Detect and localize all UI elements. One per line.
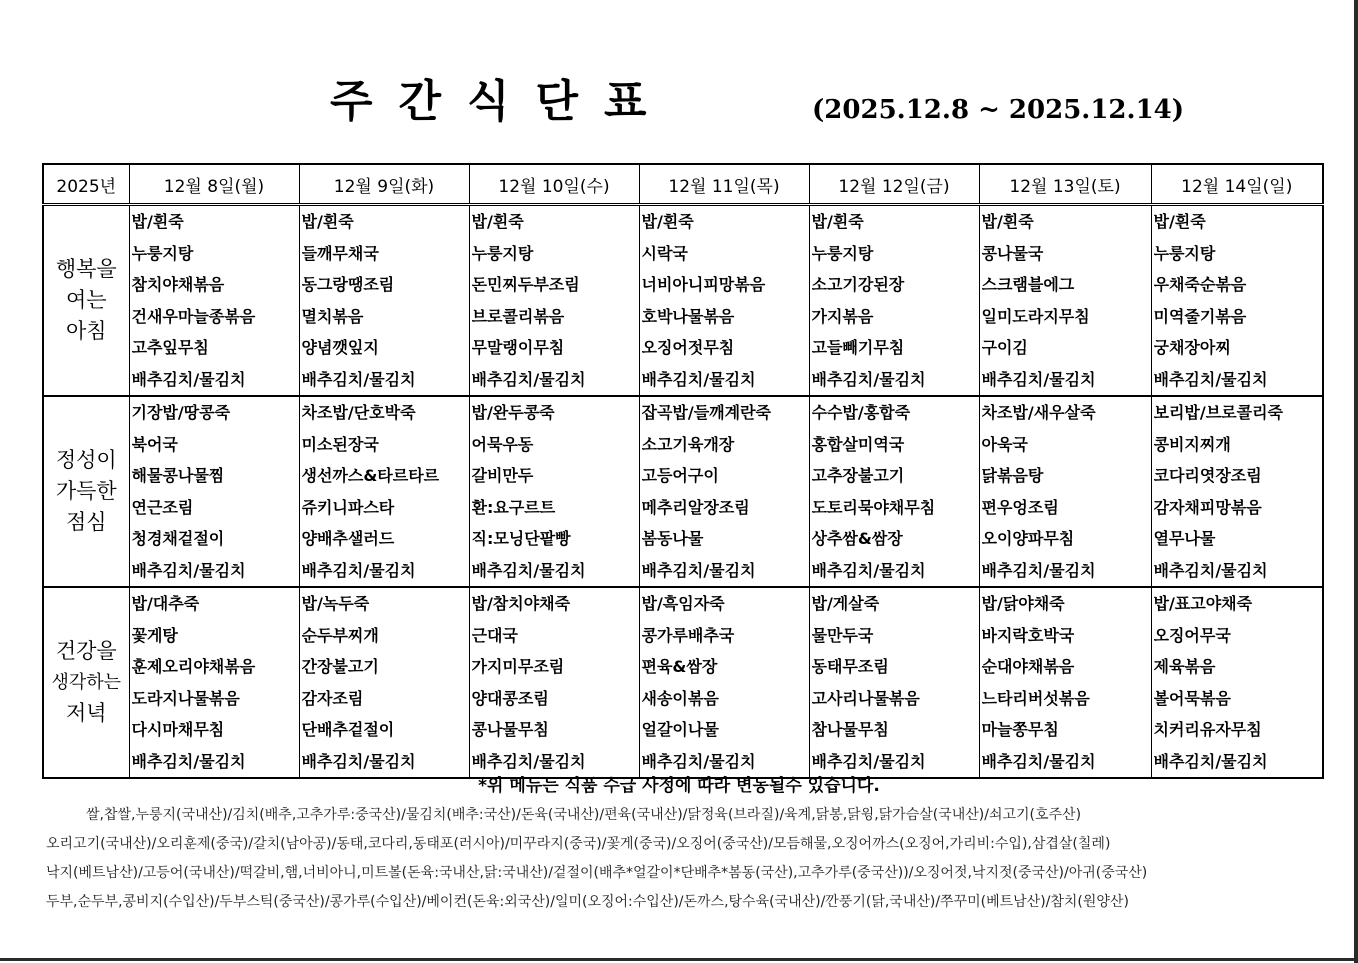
dish-item: 배추김치/물김치 — [811, 751, 926, 771]
dish-item: 청경채겉절이 — [131, 529, 225, 548]
day-header: 12월 9일(화) — [299, 164, 469, 205]
dish-item: 가지볶음 — [811, 306, 874, 326]
dish-item: 갈비만두 — [471, 466, 534, 485]
menu-cell — [129, 587, 299, 778]
menu-cell — [1151, 396, 1323, 587]
dish-item: 메추리알장조림 — [641, 497, 750, 517]
day-header: 12월 8일(월) — [129, 164, 299, 205]
dish-item: 배추김치/물김치 — [131, 560, 246, 580]
dish-item: 밥/흑임자죽 — [641, 594, 725, 613]
dish-item: 호박나물볶음 — [641, 306, 735, 326]
dish-item: 밥/흰죽 — [301, 212, 354, 231]
dish-item: 배추김치/물김치 — [641, 751, 756, 771]
dish-item: 편우엉조림 — [981, 497, 1059, 517]
menu-cell — [979, 587, 1151, 778]
dish-item: 바지락호박국 — [981, 625, 1075, 645]
dish-item: 근대국 — [471, 625, 518, 645]
day-header: 12월 11일(목) — [639, 164, 809, 205]
meal-label — [43, 396, 129, 587]
dish-item: 밥/흰죽 — [131, 212, 184, 231]
dish-item: 시락국 — [641, 243, 688, 263]
dish-item: 밥/대추죽 — [131, 594, 200, 613]
dish-item: 동태무조림 — [811, 657, 889, 676]
menu-cell — [979, 396, 1151, 587]
day-header: 12월 12일(금) — [809, 164, 979, 205]
dish-item: 무말랭이무침 — [471, 338, 565, 357]
dish-item: 느타리버섯볶음 — [981, 688, 1090, 708]
dish-item: 치커리유자무침 — [1153, 720, 1262, 739]
dish-item: 꽃게탕 — [131, 625, 178, 645]
dish-item: 밥/흰죽 — [811, 212, 864, 231]
dish-item: 누룽지탕 — [1153, 243, 1216, 263]
dish-item: 배추김치/물김치 — [1153, 751, 1268, 771]
dish-item: 직:모닝단팥빵 — [471, 529, 571, 548]
menu-cell — [979, 205, 1151, 397]
menu-cell — [299, 396, 469, 587]
dish-item: 배추김치/물김치 — [471, 369, 586, 389]
header-row — [43, 164, 1323, 205]
dish-item: 배추김치/물김치 — [641, 369, 756, 389]
dish-item: 배추김치/물김치 — [471, 751, 586, 771]
dish-item: 고추잎무침 — [131, 338, 209, 357]
dish-item: 일미도라지무침 — [981, 306, 1090, 326]
meal-label-line: 저녁 — [65, 701, 107, 725]
dish-item: 밥/완두콩죽 — [471, 403, 555, 422]
menu-cell — [809, 205, 979, 397]
dish-item: 배추김치/물김치 — [811, 369, 926, 389]
dish-item: 봄동나물 — [641, 529, 704, 548]
menu-cell — [129, 396, 299, 587]
dish-item: 콩가루배추국 — [641, 625, 735, 645]
dish-item: 소고기육개장 — [641, 434, 735, 454]
dish-item: 배추김치/물김치 — [811, 560, 926, 580]
dish-item: 밥/참치야채죽 — [471, 594, 571, 613]
dish-item: 밥/닭야채죽 — [981, 594, 1065, 613]
menu-cell — [469, 396, 639, 587]
meal-label-line: 생각하는 — [51, 672, 122, 693]
dish-item: 오이양파무침 — [981, 529, 1075, 548]
meal-label-line: 아침 — [65, 319, 107, 343]
meal-label-line: 행복을 — [55, 257, 117, 281]
day-header: 12월 10일(수) — [469, 164, 639, 205]
dish-item: 브로콜리볶음 — [471, 306, 565, 326]
dish-item: 돈민찌두부조림 — [471, 275, 580, 294]
meal-label-line: 가득한 — [55, 479, 117, 503]
dish-item: 볼어묵볶음 — [1153, 688, 1231, 708]
meal-row — [43, 205, 1323, 397]
dish-item: 아욱국 — [981, 434, 1028, 454]
dish-item: 보리밥/브로콜리죽 — [1153, 403, 1283, 422]
dish-item: 배추김치/물김치 — [981, 560, 1096, 580]
dish-item: 양념깻잎지 — [301, 338, 379, 357]
meal-label-line: 점심 — [65, 510, 107, 534]
dish-item: 배추김치/물김치 — [131, 369, 246, 389]
dish-item: 배추김치/물김치 — [981, 751, 1096, 771]
origin-line: 오리고기(국내산)/오리훈제(중국)/갈치(남아공)/동태,코다리,동태포(러시아)/미꾸라지(중국)/꽃게(중국)/오징어(중국산)/모듬해물,오징어까스(오징어,가리비:수입),삼겹살(칠레) — [46, 836, 1111, 852]
menu-cell — [1151, 205, 1323, 397]
dish-item: 닭볶음탕 — [981, 466, 1044, 485]
year-header: 2025년 — [43, 164, 129, 205]
dish-item: 기장밥/땅콩죽 — [131, 403, 231, 422]
dish-item: 참치야채볶음 — [131, 275, 225, 294]
dish-item: 해물콩나물찜 — [131, 466, 225, 485]
origin-line: 두부,순두부,콩비지(수입산)/두부스틱(중국산)/콩가루(수입산)/베이컨(돈육:외국산)/일미(오징어:수입산)/돈까스,탕수육(국내산)/깐풍기(닭,국내산)/쭈꾸미(베트남산)/참치(원양산) — [46, 894, 1129, 910]
dish-item: 차조밥/단호박죽 — [301, 403, 416, 422]
dish-item: 누룽지탕 — [471, 243, 534, 263]
dish-item: 스크램블에그 — [981, 275, 1075, 294]
dish-item: 다시마채무침 — [131, 720, 225, 739]
dish-item: 편육&쌈장 — [641, 657, 718, 676]
dish-item: 배추김치/물김치 — [641, 560, 756, 580]
menu-cell — [469, 205, 639, 397]
dish-item: 감자채피망볶음 — [1153, 497, 1262, 517]
menu-cell — [639, 205, 809, 397]
meal-row — [43, 396, 1323, 587]
page-bottom-border — [0, 958, 1358, 961]
menu-cell — [1151, 587, 1323, 778]
dish-item: 배추김치/물김치 — [981, 369, 1096, 389]
dish-item: 도라지나물볶음 — [131, 688, 240, 708]
dish-item: 순대야채볶음 — [981, 657, 1075, 676]
page-title: 주간식단표 — [330, 76, 673, 127]
dish-item: 마늘쫑무침 — [981, 720, 1059, 739]
dish-item: 배추김치/물김치 — [131, 751, 246, 771]
dish-item: 상추쌈&쌈장 — [811, 529, 903, 548]
menu-cell — [299, 205, 469, 397]
dish-item: 미소된장국 — [301, 434, 379, 454]
dish-item: 밥/흰죽 — [641, 212, 694, 231]
dish-item: 들깨무채국 — [301, 243, 379, 263]
dish-item: 배추김치/물김치 — [1153, 560, 1268, 580]
dish-item: 건새우마늘종볶음 — [131, 306, 256, 326]
dish-item: 배추김치/물김치 — [301, 751, 416, 771]
dish-item: 생선까스&타르타르 — [301, 466, 440, 485]
origin-info — [46, 802, 1316, 924]
dish-item: 구이김 — [981, 338, 1028, 357]
dish-item: 물만두국 — [811, 625, 874, 645]
dish-item: 얼갈이나물 — [641, 720, 719, 739]
day-header: 12월 13일(토) — [979, 164, 1151, 205]
dish-item: 소고기강된장 — [811, 275, 905, 294]
dish-item: 간장불고기 — [301, 657, 379, 676]
dish-item: 오징어젓무침 — [641, 338, 735, 357]
dish-item: 밥/흰죽 — [981, 212, 1034, 231]
dish-item: 밥/녹두죽 — [301, 594, 370, 613]
meal-label-line: 정성이 — [55, 448, 117, 472]
dish-item: 배추김치/물김치 — [301, 560, 416, 580]
dish-item: 미역줄기볶음 — [1153, 306, 1247, 326]
dish-item: 배추김치/물김치 — [301, 369, 416, 389]
dish-item: 멸치볶음 — [301, 306, 364, 326]
dish-item: 열무나물 — [1153, 529, 1216, 548]
dish-item: 고등어구이 — [641, 466, 719, 485]
dish-item: 북어국 — [131, 434, 178, 454]
dish-item: 누룽지탕 — [131, 243, 194, 263]
page-right-border — [1354, 0, 1358, 963]
menu-cell — [809, 587, 979, 778]
dish-item: 밥/표고야채죽 — [1153, 594, 1253, 613]
menu-change-notice: *위 메뉴는 식품 수급 사정에 따라 변동될수 있습니다. — [478, 776, 880, 796]
dish-item: 참나물무침 — [811, 720, 889, 739]
origin-line: 쌀,찹쌀,누룽지(국내산)/김치(배추,고추가루:중국산)/물김치(배추:국산)/돈육(국내산)/편육(국내산)/닭정육(브라질)/육계,닭봉,닭윙,닭가슴살(국내산)/쇠고기(호주산) — [86, 807, 1082, 823]
dish-item: 양대콩조림 — [471, 688, 549, 708]
dish-item: 새송이볶음 — [641, 688, 719, 708]
dish-item: 제육볶음 — [1153, 657, 1216, 676]
dish-item: 감자조림 — [301, 688, 364, 708]
dish-item: 콩비지찌개 — [1153, 434, 1231, 454]
dish-item: 단배추겉절이 — [301, 720, 395, 739]
menu-cell — [639, 587, 809, 778]
dish-item: 고추장불고기 — [811, 466, 905, 485]
dish-item: 궁채장아찌 — [1153, 338, 1231, 357]
dish-item: 수수밥/홍합죽 — [811, 403, 911, 422]
dish-item: 동그랑땡조림 — [301, 275, 395, 294]
meal-label — [43, 587, 129, 778]
dish-item: 훈제오리야채볶음 — [131, 657, 256, 676]
meal-row — [43, 587, 1323, 778]
dish-item: 도토리묵야채무침 — [811, 497, 936, 517]
menu-cell — [639, 396, 809, 587]
dish-item: 밥/흰죽 — [1153, 212, 1206, 231]
menu-cell — [469, 587, 639, 778]
dish-item: 연근조림 — [131, 497, 194, 517]
dish-item: 양배추샐러드 — [301, 529, 395, 548]
meal-label — [43, 205, 129, 397]
dish-item: 잡곡밥/들깨계란죽 — [641, 403, 771, 422]
origin-line: 낙지(베트남산)/고등어(국내산)/떡갈비,햄,너비아니,미트볼(돈육:국내산,닭:국내산)/겉절이(배추*얼갈이*단배추*봄동(국산),고추가루(중국산))/오징어젓,낙지젓(중국산)/아귀(중국산) — [46, 865, 1148, 881]
dish-item: 차조밥/새우살죽 — [981, 403, 1096, 422]
menu-cell — [809, 396, 979, 587]
menu-cell — [299, 587, 469, 778]
dish-item: 가지미무조림 — [471, 657, 565, 676]
meal-label-line: 건강을 — [55, 639, 117, 663]
dish-item: 환:요구르트 — [471, 497, 556, 517]
dish-item: 너비아니피망볶음 — [641, 275, 766, 294]
dish-item: 배추김치/물김치 — [471, 560, 586, 580]
dish-item: 오징어무국 — [1153, 625, 1231, 645]
dish-item: 밥/흰죽 — [471, 212, 524, 231]
dish-item: 어묵우동 — [471, 434, 534, 454]
dish-item: 고사리나물볶음 — [811, 688, 920, 708]
dish-item: 쥬키니파스타 — [301, 497, 395, 517]
menu-cell — [129, 205, 299, 397]
weekly-menu-table — [42, 163, 1324, 779]
dish-item: 콩나물무침 — [471, 720, 549, 739]
day-header: 12월 14일(일) — [1151, 164, 1323, 205]
date-range: (2025.12.8 ~ 2025.12.14) — [812, 95, 1185, 125]
dish-item: 코다리엿장조림 — [1153, 466, 1262, 485]
dish-item: 고들빼기무침 — [811, 338, 905, 357]
dish-item: 우채죽순볶음 — [1153, 275, 1247, 294]
dish-item: 순두부찌개 — [301, 625, 379, 645]
dish-item: 홍합살미역국 — [811, 434, 905, 454]
dish-item: 누룽지탕 — [811, 243, 874, 263]
dish-item: 배추김치/물김치 — [1153, 369, 1268, 389]
dish-item: 밥/게살죽 — [811, 594, 880, 613]
meal-label-line: 여는 — [65, 288, 107, 312]
dish-item: 콩나물국 — [981, 243, 1044, 263]
